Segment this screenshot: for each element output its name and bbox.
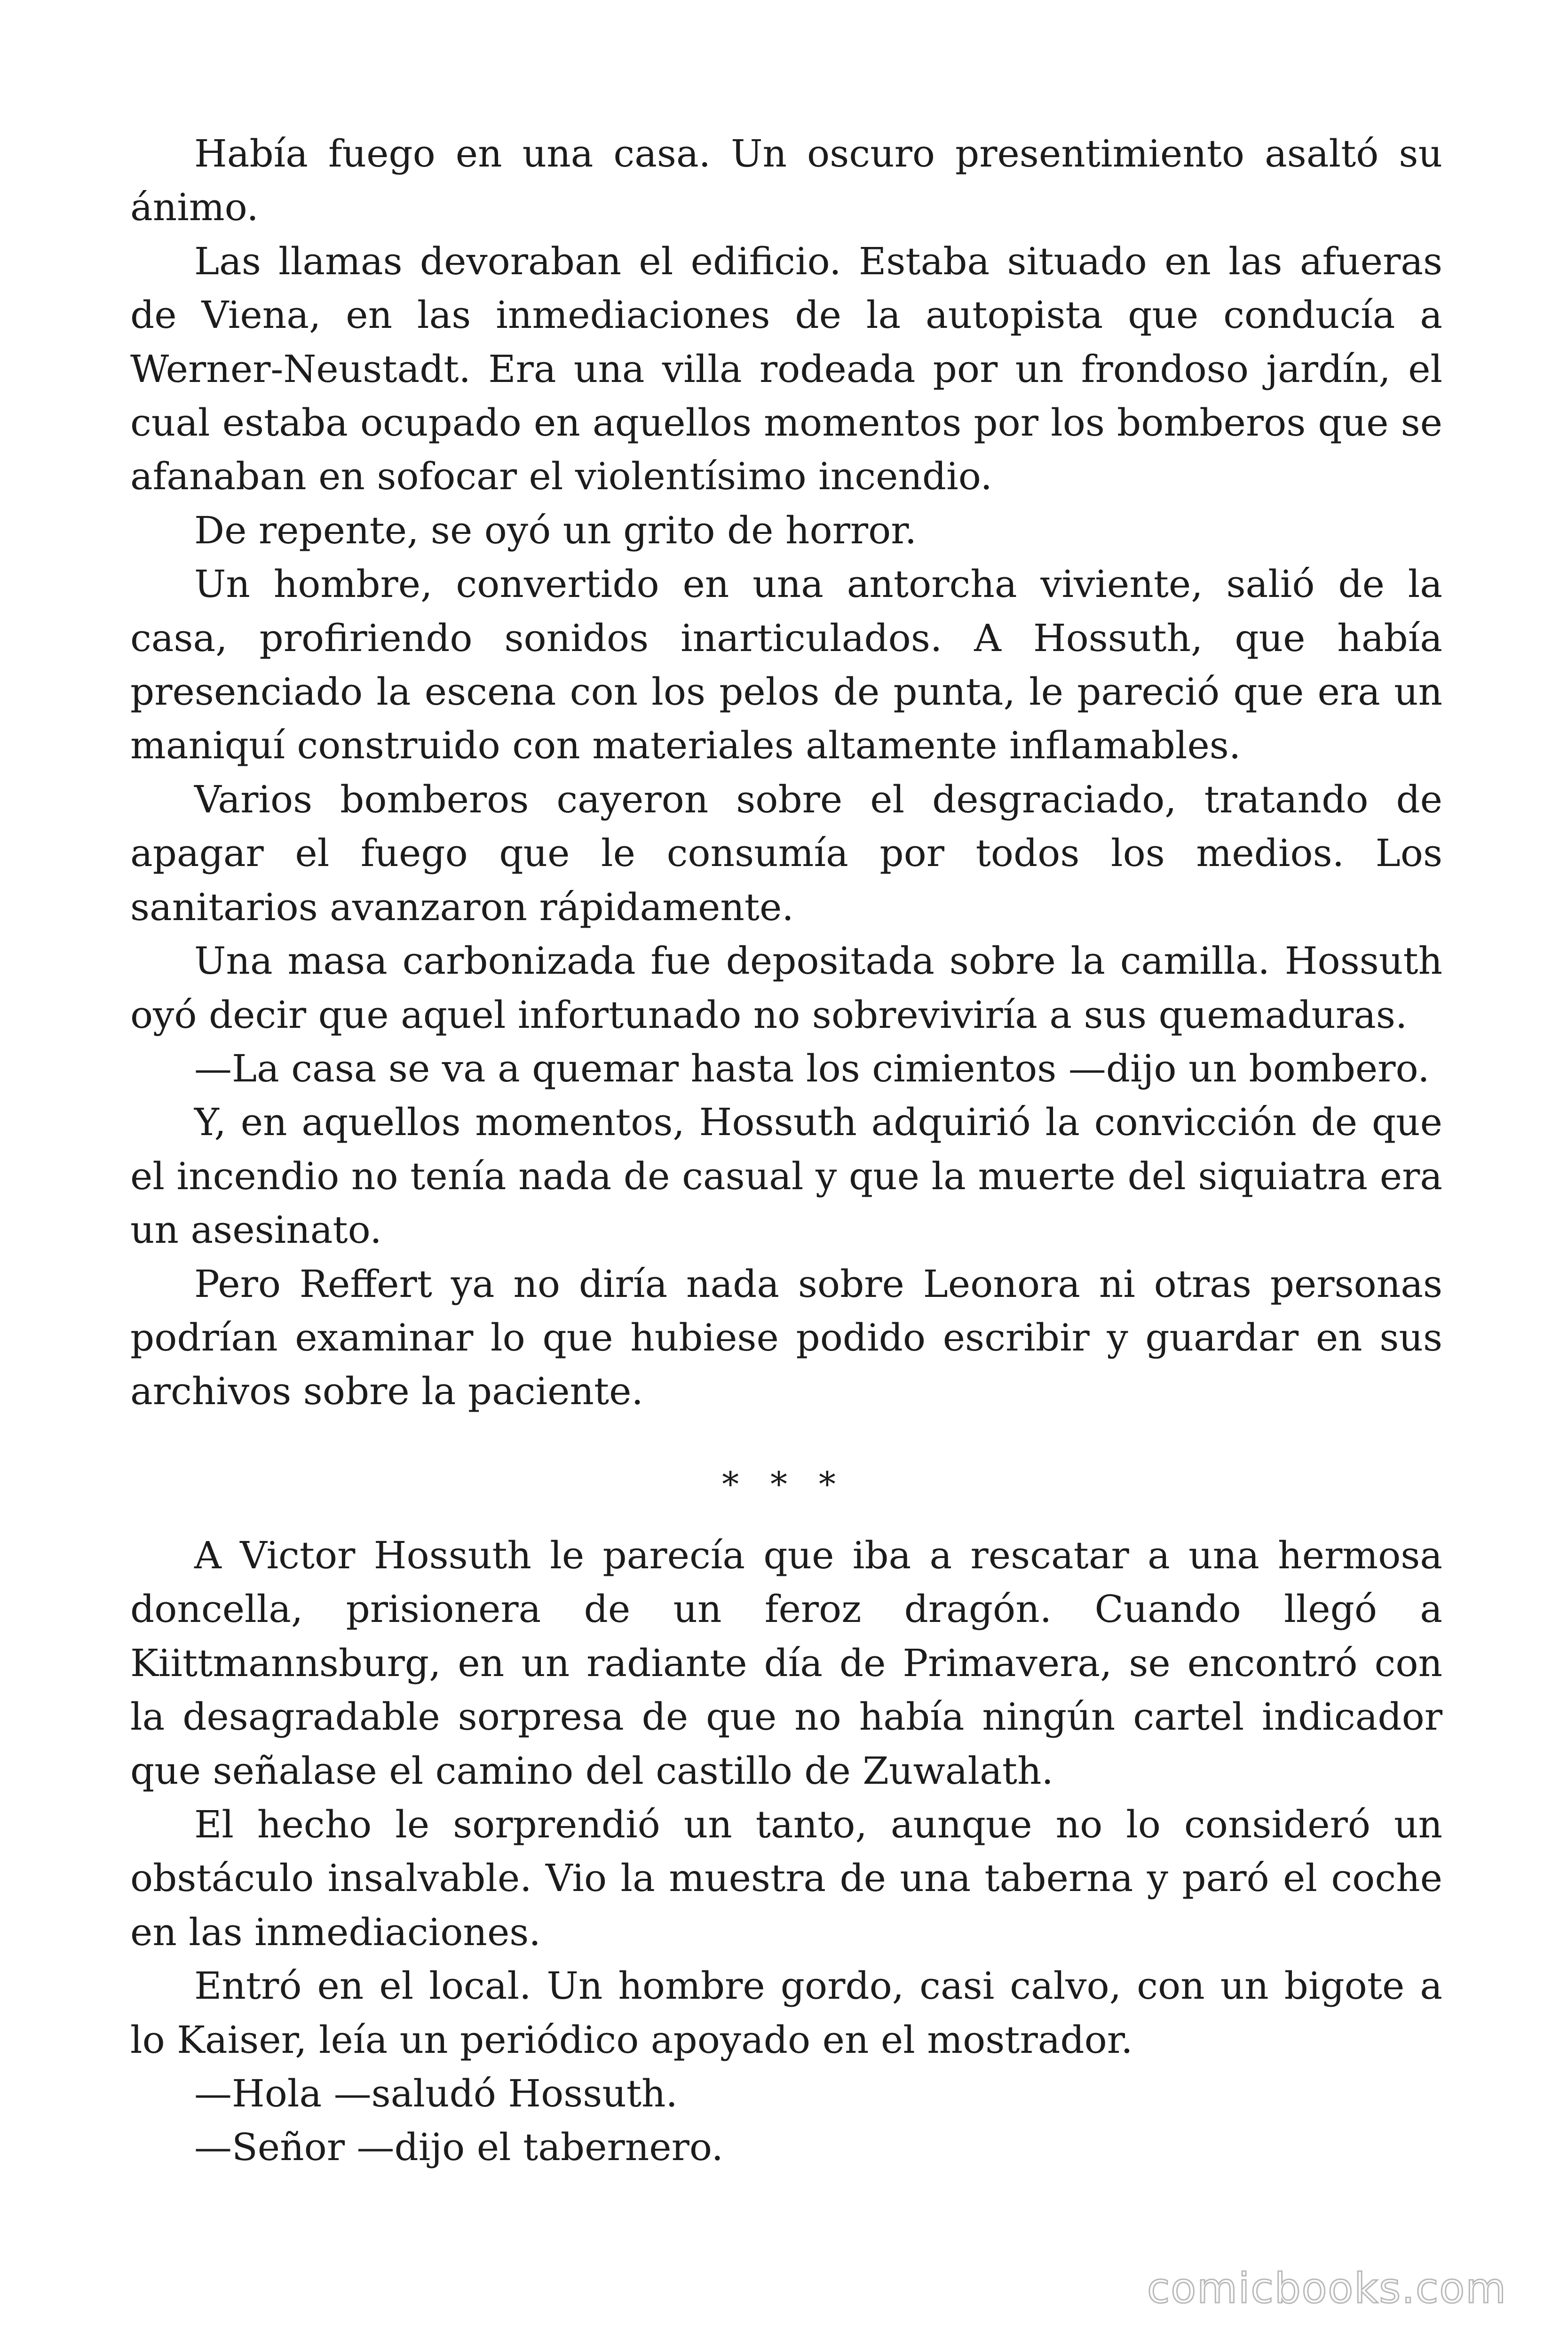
paragraph: Varios bomberos cayeron sobre el desgraciado, tratando de apagar el fuego que le consumía por todos los medios. Los sanitarios avanzaron rápidamente. (130, 777, 1442, 929)
scene-break-separator: * * * (722, 1464, 846, 1504)
paragraph: Entró en el local. Un hombre gordo, casi calvo, con un bigote a lo Kaiser, leía un periódico apoyado en el mostrador. (130, 1964, 1442, 2062)
watermark: comicbooks.com (1147, 2264, 1507, 2312)
paragraph: Había fuego en una casa. Un oscuro presentimiento asaltó su ánimo. (130, 132, 1442, 230)
paragraph: —La casa se va a quemar hasta los cimientos —dijo un bombero. (194, 1046, 1430, 1090)
paragraph: Pero Reffert ya no diría nada sobre Leonora ni otras personas podrían examinar lo que hubiese podido escribir y guardar en sus archivos sobre la paciente. (130, 1262, 1442, 1414)
paragraph: —Señor —dijo el tabernero. (194, 2125, 723, 2169)
paragraph: El hecho le sorprendió un tanto, aunque no lo consideró un obstáculo insalvable. Vio la muestra de una taberna y paró el coche en las inmediaciones. (130, 1803, 1442, 1954)
text-section-2 (130, 1529, 1442, 2175)
paragraph: A Victor Hossuth le parecía que iba a rescatar a una hermosa doncella, prisionera de un feroz dragón. Cuando llegó a Kiittmannsburg, en un radiante día de Primavera, se encontró con la desagradable sorpresa de que no había ningún cartel indicador que señalase el camino del castillo de Zuwalath. (130, 1534, 1442, 1793)
paragraph: Y, en aquellos momentos, Hossuth adquirió la convicción de que el incendio no tenía nada de casual y que la muerte del siquiatra era un asesinato. (130, 1100, 1442, 1252)
paragraph: Las llamas devoraban el edificio. Estaba situado en las afueras de Viena, en las inmediaciones de la autopista que conducía a Werner-Neustadt. Era una villa rodeada por un frondoso jardín, el cual estaba ocupado en aquellos momentos por los bomberos que se afanaban en sofocar el violentísimo incendio. (130, 239, 1442, 499)
paragraph: —Hola —saludó Hossuth. (194, 2072, 678, 2116)
paragraph: Un hombre, convertido en una antorcha viviente, salió de la casa, profiriendo sonidos inarticulados. A Hossuth, que había presenciado la escena con los pelos de punta, le pareció que era un maniquí construido con materiales altamente inflamables. (130, 562, 1442, 768)
paragraph: De repente, se oyó un grito de horror. (194, 508, 917, 552)
text-section-1 (130, 127, 1442, 1419)
paragraph: Una masa carbonizada fue depositada sobre la camilla. Hossuth oyó decir que aquel infortunado no sobreviviría a sus quemaduras. (130, 939, 1442, 1037)
